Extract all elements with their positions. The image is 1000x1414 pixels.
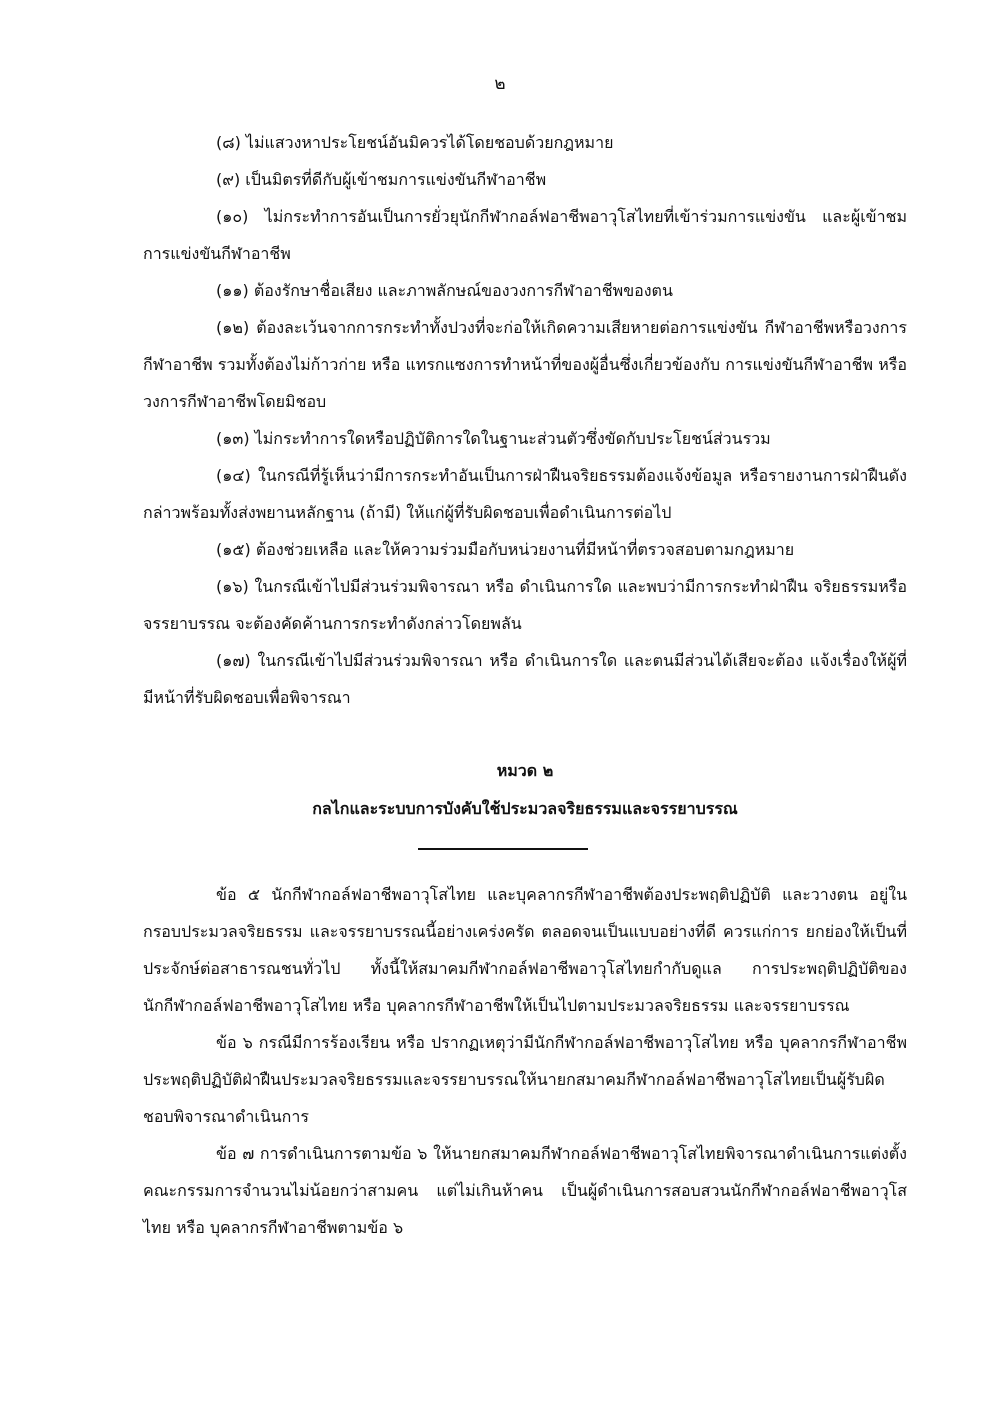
item-11: (๑๑) ต้องรักษาชื่อเสียง และภาพลักษณ์ของวงการกีฬาอาชีพของตน: [216, 281, 673, 300]
item-10: (๑๐) ไม่กระทำการอันเป็นการยั่วยุนักกีฬากอล์ฟอาชีพอาวุโสไทยที่เข้าร่วมการแข่งขัน และผู้เข้าชมการแข่งขันกีฬาอาชีพ: [143, 207, 907, 263]
item-14: (๑๔) ในกรณีที่รู้เห็นว่ามีการกระทำอันเป็นการฝ่าฝืนจริยธรรมต้องแจ้งข้อมูล หรือรายงานการฝ่าฝืนดังกล่าวพร้อมทั้งส่งพยานหลักฐาน (ถ้ามี) ให้แก่ผู้ที่รับผิดชอบเพื่อดำเนินการต่อไป: [143, 466, 907, 522]
item-8: (๘) ไม่แสวงหาประโยชน์อันมิควรได้โดยชอบด้วยกฎหมาย: [216, 133, 614, 152]
item-16: (๑๖) ในกรณีเข้าไปมีส่วนร่วมพิจารณา หรือ ดำเนินการใด และพบว่ามีการกระทำฝ่าฝืน จริยธรรมหรือจรรยาบรรณ จะต้องคัดค้านการกระทำดังกล่าวโดยพลัน: [143, 577, 907, 633]
article-7: ข้อ ๗ การดำเนินการตามข้อ ๖ ให้นายกสมาคมกีฬากอล์ฟอาชีพอาวุโสไทยพิจารณาดำเนินการแต่งตั้งคณะกรรมการจำนวนไม่น้อยกว่าสามคน แต่ไม่เกินห้าคน เป็นผู้ดำเนินการสอบสวนนักกีฬากอล์ฟอาชีพอาวุโสไทย หรือ บุคลากรกีฬาอาชีพตามข้อ ๖: [143, 1144, 907, 1237]
item-15: (๑๕) ต้องช่วยเหลือ และให้ความร่วมมือกับหน่วยงานที่มีหน้าที่ตรวจสอบตามกฎหมาย: [216, 540, 795, 559]
item-12: (๑๒) ต้องละเว้นจากการกระทำทั้งปวงที่จะก่อให้เกิดความเสียหายต่อการแข่งขัน กีฬาอาชีพหรือวงการกีฬาอาชีพ รวมทั้งต้องไม่ก้าวก่าย หรือ แทรกแซงการทำหน้าที่ของผู้อื่นซึ่งเกี่ยวข้องกับ การแข่งขันกีฬาอาชีพ หรือ วงการกีฬาอาชีพโดยมิชอบ: [143, 318, 907, 411]
ethics-items-list: [143, 124, 907, 716]
article-6: ข้อ ๖ กรณีมีการร้องเรียน หรือ ปรากฏเหตุว่ามีนักกีฬากอล์ฟอาชีพอาวุโสไทย หรือ บุคลากรกีฬาอาชีพประพฤติปฏิบัติฝ่าฝืนประมวลจริยธรรมและจรรยาบรรณให้นายกสมาคมกีฬากอล์ฟอาชีพอาวุโสไทยเป็นผู้รับผิดชอบพิจารณาดำเนินการ: [143, 1033, 907, 1126]
item-13: (๑๓) ไม่กระทำการใดหรือปฏิบัติการใดในฐานะส่วนตัวซึ่งขัดกับประโยชน์ส่วนรวม: [216, 429, 771, 448]
item-17: (๑๗) ในกรณีเข้าไปมีส่วนร่วมพิจารณา หรือ ดำเนินการใด และตนมีส่วนได้เสียจะต้อง แจ้งเรื่องให้ผู้ที่มีหน้าที่รับผิดชอบเพื่อพิจารณา: [143, 651, 907, 707]
article-5: ข้อ ๕ นักกีฬากอล์ฟอาชีพอาวุโสไทย และบุคลากรกีฬาอาชีพต้องประพฤติปฏิบัติ และวางตน อยู่ในกรอบประมวลจริยธรรม และจรรยาบรรณนี้อย่างเคร่งครัด ตลอดจนเป็นแบบอย่างที่ดี ควรแก่การ ยกย่องให้เป็นที่ประจักษ์ต่อสาธารณชนทั่วไป ทั้งนี้ให้สมาคมกีฬากอล์ฟอาชีพอาวุโสไทยกำกับดูแล การประพฤติปฏิบัติของนักกีฬากอล์ฟอาชีพอาวุโสไทย หรือ บุคลากรกีฬาอาชีพให้เป็นไปตามประมวลจริยธรรม และจรรยาบรรณ: [143, 885, 907, 1015]
chapter-heading: [143, 752, 907, 828]
page-number: ๒: [494, 74, 506, 94]
chapter-subtitle: กลไกและระบบการบังคับใช้ประมวลจริยธรรมและจรรยาบรรณ: [312, 799, 738, 818]
chapter-divider: [418, 848, 588, 850]
item-9: (๙) เป็นมิตรที่ดีกับผู้เข้าชมการแข่งขันกีฬาอาชีพ: [216, 170, 547, 189]
chapter-title: หมวด ๒: [496, 761, 554, 780]
articles-list: [143, 876, 907, 1246]
